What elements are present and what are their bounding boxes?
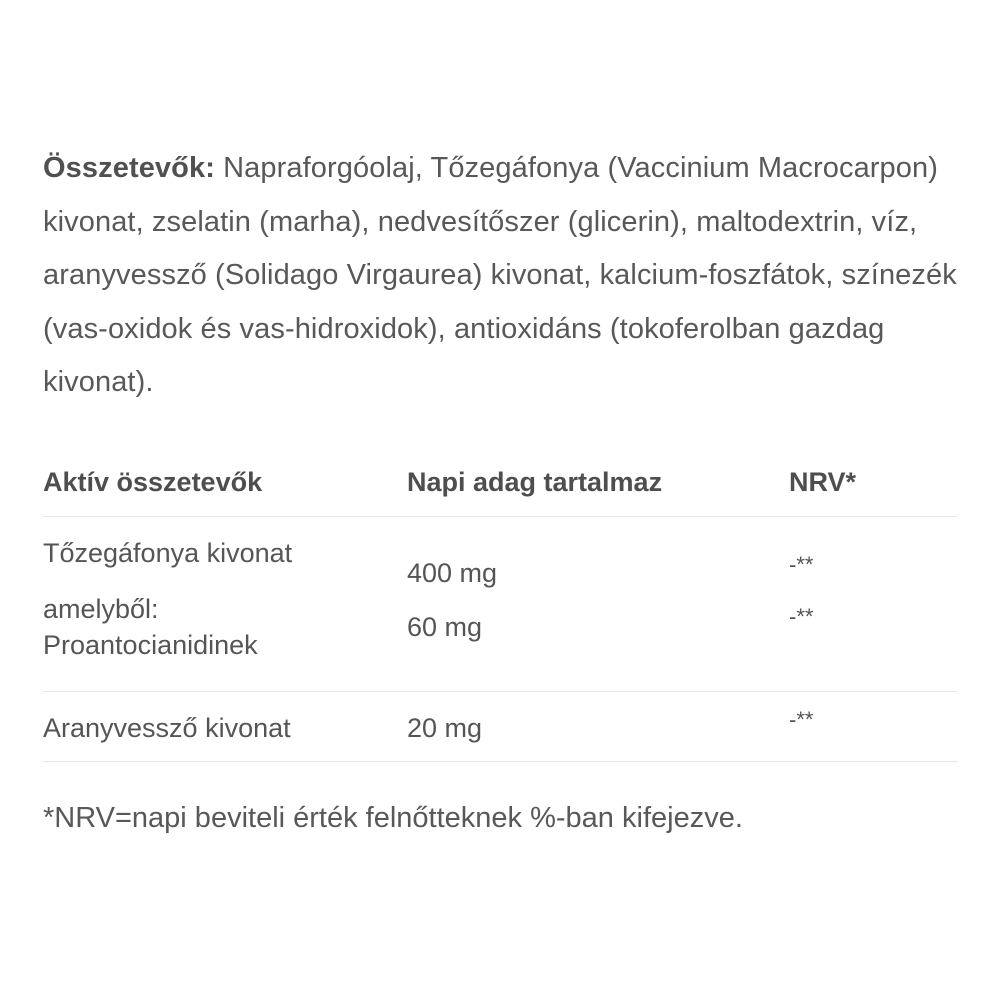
header-daily-dose: Napi adag tartalmaz — [407, 467, 663, 497]
ingredient-sub-name: Proantocianidinek — [43, 630, 258, 660]
header-nrv: NRV* — [789, 467, 857, 497]
ingredient-sub-nrv: -** — [789, 604, 814, 629]
ingredient-name: Tőzegáfonya kivonat — [43, 538, 293, 568]
table-row — [43, 692, 958, 762]
product-info — [43, 142, 958, 834]
ingredients-paragraph — [43, 142, 958, 410]
ingredient-subnote: amelyből: — [43, 594, 159, 624]
ingredient-name: Aranyvessző kivonat — [43, 713, 291, 743]
table-row — [43, 517, 958, 692]
header-active-ingredients: Aktív összetevők — [43, 467, 263, 497]
ingredients-label: Összetevők: — [43, 152, 215, 184]
ingredient-nrv: -** — [789, 552, 814, 577]
table-header-row — [43, 450, 958, 517]
ingredient-nrv: -** — [789, 707, 814, 732]
ingredient-amount: 20 mg — [407, 713, 483, 743]
ingredient-sub-amount: 60 mg — [407, 612, 483, 642]
nrv-footnote: *NRV=napi beviteli érték felnőtteknek %-ban kifejezve. — [43, 802, 743, 834]
ingredients-text: Napraforgóolaj, Tőzegáfonya (Vaccinium Macrocarpon) kivonat, zselatin (marha), nedvesítőszer (glicerin), maltodextrin, víz, aranyvessző (Solidago Virgaurea) kivonat, kalcium-foszfátok, színezék (vas-oxidok és vas-hidroxidok), antioxidáns (tokoferolban gazdag kivonat). — [43, 152, 957, 398]
active-ingredients-table — [43, 450, 958, 762]
ingredient-amount: 400 mg — [407, 558, 498, 588]
